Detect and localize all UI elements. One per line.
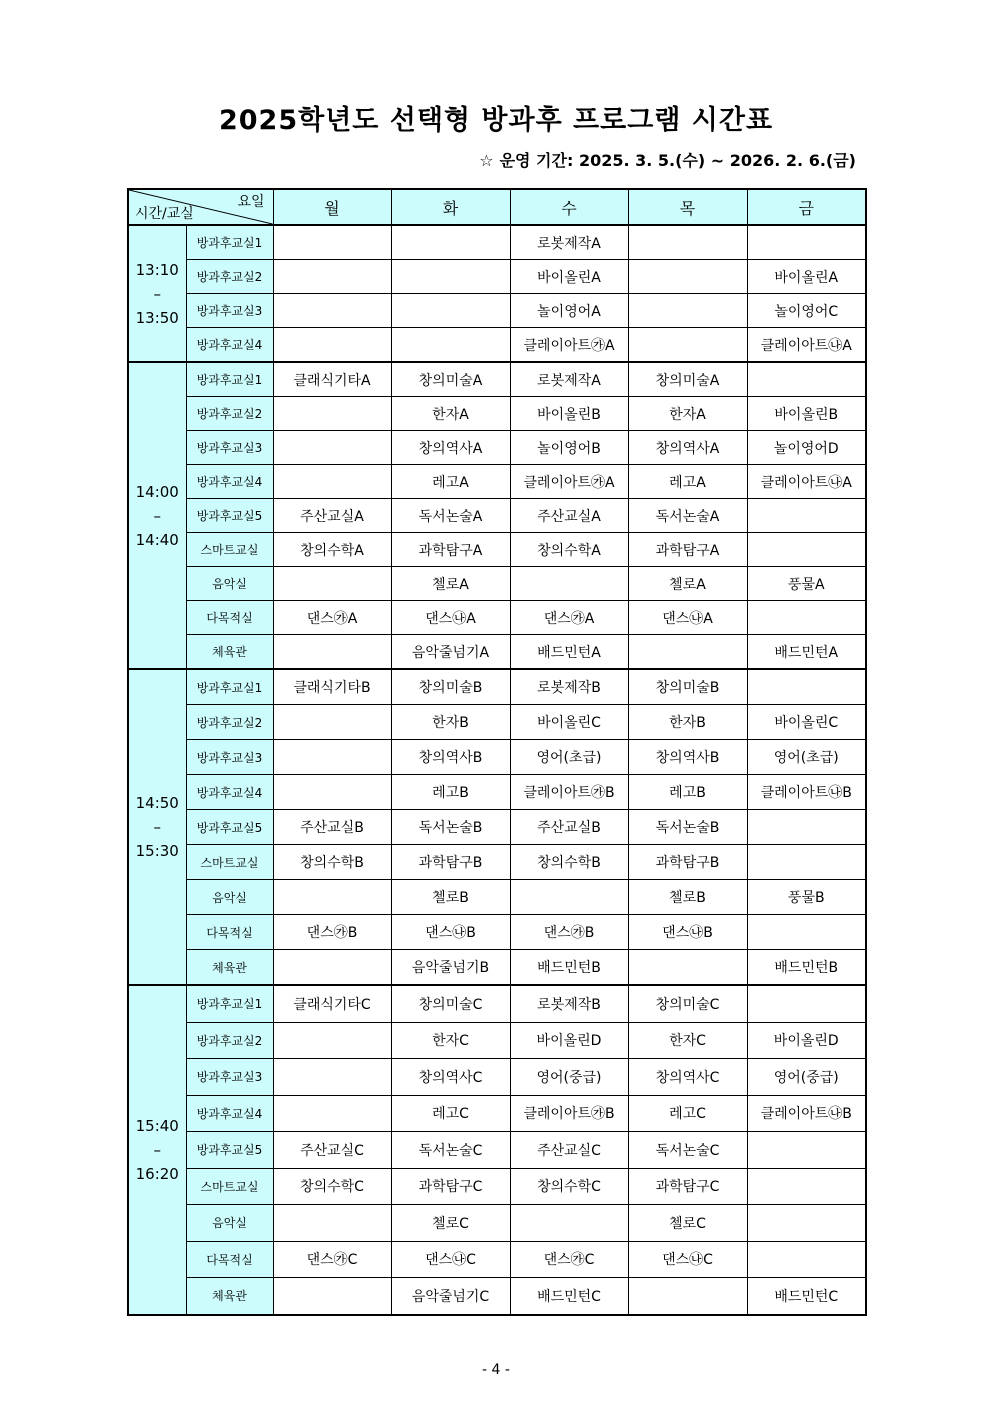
- program-cell: 로봇제작B: [510, 985, 628, 1022]
- table-row: [128, 465, 866, 499]
- time-slot: [128, 985, 186, 1315]
- time-end: 13:50: [135, 308, 179, 327]
- program-cell: 한자A: [391, 397, 510, 431]
- table-row: [128, 915, 866, 950]
- program-cell: 첼로A: [391, 567, 510, 601]
- program-cell: 창의미술C: [391, 985, 510, 1022]
- table-row: [128, 705, 866, 740]
- time-dash: –: [153, 284, 161, 303]
- program-cell: 바이올린A: [510, 260, 628, 294]
- program-cell: [391, 225, 510, 260]
- room-name: 체육관: [186, 950, 273, 986]
- program-cell: 첼로B: [628, 880, 747, 915]
- program-cell: 놀이영어A: [510, 294, 628, 328]
- program-cell: 놀이영어C: [747, 294, 866, 328]
- program-cell: 창의수학C: [510, 1168, 628, 1205]
- table-row: [128, 601, 866, 635]
- program-cell: 댄스㉮B: [510, 915, 628, 950]
- table-row: [128, 1095, 866, 1132]
- table-row: [128, 775, 866, 810]
- program-cell: [747, 225, 866, 260]
- program-cell: 클래식기타A: [273, 362, 391, 397]
- table-row: [128, 1205, 866, 1242]
- program-cell: 배드민턴C: [510, 1278, 628, 1315]
- program-cell: 과학탐구B: [391, 845, 510, 880]
- program-cell: 풍물B: [747, 880, 866, 915]
- program-cell: [273, 294, 391, 328]
- room-name: 다목적실: [186, 601, 273, 635]
- table-row: [128, 533, 866, 567]
- program-cell: [628, 225, 747, 260]
- program-cell: 레고C: [628, 1095, 747, 1132]
- program-cell: 음악줄넘기A: [391, 635, 510, 670]
- program-cell: [273, 1022, 391, 1059]
- program-cell: [273, 260, 391, 294]
- program-cell: 과학탐구C: [391, 1168, 510, 1205]
- period-text: 운영 기간: 2025. 3. 5.(수) ~ 2026. 2. 6.(금): [499, 151, 856, 170]
- program-cell: 배드민턴A: [747, 635, 866, 670]
- program-cell: 영어(초급): [747, 740, 866, 775]
- program-cell: [273, 635, 391, 670]
- program-cell: [747, 985, 866, 1022]
- table-row: [128, 294, 866, 328]
- table-row: [128, 1241, 866, 1278]
- program-cell: 로봇제작A: [510, 362, 628, 397]
- program-cell: 클레이아트㉯B: [747, 775, 866, 810]
- program-cell: [628, 294, 747, 328]
- program-cell: [273, 950, 391, 986]
- program-cell: 바이올린D: [510, 1022, 628, 1059]
- room-name: 방과후교실2: [186, 397, 273, 431]
- program-cell: 클레이아트㉯A: [747, 328, 866, 363]
- program-cell: [391, 294, 510, 328]
- time-start: 15:40: [135, 1116, 179, 1135]
- program-cell: [273, 431, 391, 465]
- program-cell: 첼로C: [628, 1205, 747, 1242]
- day-header: 금: [747, 189, 866, 225]
- program-cell: 창의역사B: [391, 740, 510, 775]
- program-cell: 클레이아트㉮B: [510, 1095, 628, 1132]
- program-cell: 댄스㉮B: [273, 915, 391, 950]
- program-cell: 주산교실B: [510, 810, 628, 845]
- program-cell: [273, 465, 391, 499]
- table-row: [128, 1059, 866, 1096]
- time-dash: –: [153, 818, 161, 836]
- program-cell: 창의역사B: [628, 740, 747, 775]
- program-cell: [273, 705, 391, 740]
- program-cell: 창의수학C: [273, 1168, 391, 1205]
- time-dash: –: [153, 506, 161, 525]
- program-cell: 창의미술A: [628, 362, 747, 397]
- table-row: [128, 362, 866, 397]
- program-cell: [747, 601, 866, 635]
- program-cell: [391, 260, 510, 294]
- program-cell: 영어(중급): [510, 1059, 628, 1096]
- program-cell: [510, 567, 628, 601]
- room-name: 방과후교실5: [186, 499, 273, 533]
- program-cell: 댄스㉯B: [628, 915, 747, 950]
- room-name: 음악실: [186, 567, 273, 601]
- program-cell: 창의역사A: [628, 431, 747, 465]
- table-row: [128, 635, 866, 670]
- time-start: 13:10: [135, 260, 179, 279]
- time-end: 16:20: [135, 1164, 179, 1183]
- program-cell: [628, 328, 747, 363]
- program-cell: [273, 880, 391, 915]
- program-cell: [747, 845, 866, 880]
- corner-header: [128, 189, 273, 225]
- program-cell: 댄스㉮C: [273, 1241, 391, 1278]
- table-row: [128, 810, 866, 845]
- program-cell: 댄스㉯A: [628, 601, 747, 635]
- program-cell: 주산교실C: [510, 1132, 628, 1169]
- room-name: 방과후교실3: [186, 740, 273, 775]
- room-name: 방과후교실4: [186, 1095, 273, 1132]
- program-cell: [628, 950, 747, 986]
- program-cell: 주산교실B: [273, 810, 391, 845]
- program-cell: 댄스㉮A: [273, 601, 391, 635]
- program-cell: 댄스㉯C: [391, 1241, 510, 1278]
- program-cell: 창의역사A: [391, 431, 510, 465]
- table-row: [128, 225, 866, 260]
- program-cell: 창의역사C: [628, 1059, 747, 1096]
- program-cell: 레고B: [391, 775, 510, 810]
- program-cell: 바이올린C: [510, 705, 628, 740]
- room-name: 스마트교실: [186, 1168, 273, 1205]
- room-name: 방과후교실1: [186, 362, 273, 397]
- room-name: 체육관: [186, 635, 273, 670]
- program-cell: 영어(중급): [747, 1059, 866, 1096]
- program-cell: 배드민턴A: [510, 635, 628, 670]
- room-name: 방과후교실3: [186, 294, 273, 328]
- program-cell: [273, 328, 391, 363]
- day-header: 수: [510, 189, 628, 225]
- program-cell: 클레이아트㉮B: [510, 775, 628, 810]
- table-row: [128, 845, 866, 880]
- program-cell: 레고C: [391, 1095, 510, 1132]
- program-cell: 독서논술A: [628, 499, 747, 533]
- program-cell: [273, 740, 391, 775]
- header-row: [128, 189, 866, 225]
- program-cell: [747, 499, 866, 533]
- program-cell: [510, 1205, 628, 1242]
- program-cell: 과학탐구C: [628, 1168, 747, 1205]
- program-cell: 창의미술C: [628, 985, 747, 1022]
- program-cell: [273, 1205, 391, 1242]
- room-name: 방과후교실2: [186, 705, 273, 740]
- page-number: - 4 -: [482, 1362, 510, 1378]
- program-cell: [747, 669, 866, 705]
- program-cell: [273, 1095, 391, 1132]
- room-name: 다목적실: [186, 1241, 273, 1278]
- program-cell: [747, 1132, 866, 1169]
- day-header: 목: [628, 189, 747, 225]
- program-cell: 과학탐구A: [628, 533, 747, 567]
- time-slot: [128, 225, 186, 362]
- program-cell: 댄스㉯B: [391, 915, 510, 950]
- program-cell: 첼로C: [391, 1205, 510, 1242]
- room-name: 방과후교실5: [186, 810, 273, 845]
- program-cell: 바이올린A: [747, 260, 866, 294]
- table-row: [128, 950, 866, 986]
- table-row: [128, 669, 866, 705]
- table-row: [128, 260, 866, 294]
- program-cell: 음악줄넘기C: [391, 1278, 510, 1315]
- program-cell: 클레이아트㉯A: [747, 465, 866, 499]
- program-cell: 로봇제작B: [510, 669, 628, 705]
- program-cell: 한자B: [628, 705, 747, 740]
- program-cell: 한자C: [391, 1022, 510, 1059]
- program-cell: 댄스㉯C: [628, 1241, 747, 1278]
- program-cell: 클레이아트㉮A: [510, 465, 628, 499]
- table-row: [128, 1132, 866, 1169]
- room-name: 방과후교실3: [186, 1059, 273, 1096]
- program-cell: 창의수학B: [510, 845, 628, 880]
- program-cell: 창의역사C: [391, 1059, 510, 1096]
- program-cell: 클래식기타C: [273, 985, 391, 1022]
- table-row: [128, 431, 866, 465]
- table-row: [128, 499, 866, 533]
- room-name: 체육관: [186, 1278, 273, 1315]
- program-cell: 한자B: [391, 705, 510, 740]
- program-cell: 놀이영어D: [747, 431, 866, 465]
- program-cell: [273, 775, 391, 810]
- program-cell: 창의수학A: [273, 533, 391, 567]
- program-cell: 창의수학B: [273, 845, 391, 880]
- time-dash: –: [153, 1140, 161, 1159]
- program-cell: 독서논술B: [628, 810, 747, 845]
- room-name: 다목적실: [186, 915, 273, 950]
- program-cell: [747, 915, 866, 950]
- room-name: 방과후교실4: [186, 775, 273, 810]
- room-name: 음악실: [186, 1205, 273, 1242]
- program-cell: [747, 362, 866, 397]
- program-cell: 첼로B: [391, 880, 510, 915]
- program-cell: 창의미술B: [391, 669, 510, 705]
- room-name: 방과후교실1: [186, 225, 273, 260]
- program-cell: 바이올린B: [510, 397, 628, 431]
- table-row: [128, 567, 866, 601]
- program-cell: 클래식기타B: [273, 669, 391, 705]
- room-name: 방과후교실5: [186, 1132, 273, 1169]
- room-name: 방과후교실1: [186, 985, 273, 1022]
- program-cell: 음악줄넘기B: [391, 950, 510, 986]
- program-cell: 창의수학A: [510, 533, 628, 567]
- program-cell: [273, 567, 391, 601]
- program-cell: 로봇제작A: [510, 225, 628, 260]
- program-cell: [273, 397, 391, 431]
- room-name: 방과후교실2: [186, 1022, 273, 1059]
- program-cell: 클레이아트㉮A: [510, 328, 628, 363]
- program-cell: [273, 225, 391, 260]
- star-icon: ☆: [479, 151, 494, 170]
- program-cell: 한자C: [628, 1022, 747, 1059]
- time-end: 15:30: [135, 842, 179, 860]
- room-name: 스마트교실: [186, 845, 273, 880]
- program-cell: 창의미술A: [391, 362, 510, 397]
- program-cell: 댄스㉯A: [391, 601, 510, 635]
- program-cell: [510, 880, 628, 915]
- program-cell: 독서논술C: [391, 1132, 510, 1169]
- table-row: [128, 1278, 866, 1315]
- time-slot: [128, 669, 186, 985]
- program-cell: [628, 260, 747, 294]
- program-cell: 창의미술B: [628, 669, 747, 705]
- table-row: [128, 740, 866, 775]
- timetable: [127, 188, 867, 1316]
- program-cell: 바이올린D: [747, 1022, 866, 1059]
- program-cell: 댄스㉮A: [510, 601, 628, 635]
- program-cell: [747, 533, 866, 567]
- day-header: 화: [391, 189, 510, 225]
- day-header: 월: [273, 189, 391, 225]
- program-cell: 클레이아트㉯B: [747, 1095, 866, 1132]
- program-cell: 배드민턴C: [747, 1278, 866, 1315]
- room-name: 방과후교실1: [186, 669, 273, 705]
- program-cell: 바이올린C: [747, 705, 866, 740]
- program-cell: [273, 1059, 391, 1096]
- program-cell: 배드민턴B: [510, 950, 628, 986]
- corner-day-label: 요일: [237, 194, 265, 210]
- program-cell: 첼로A: [628, 567, 747, 601]
- table-row: [128, 1168, 866, 1205]
- table-row: [128, 880, 866, 915]
- program-cell: [747, 1168, 866, 1205]
- program-cell: 영어(초급): [510, 740, 628, 775]
- time-start: 14:50: [135, 794, 179, 812]
- table-row: [128, 1022, 866, 1059]
- room-name: 방과후교실4: [186, 465, 273, 499]
- program-cell: [747, 1241, 866, 1278]
- program-cell: 독서논술B: [391, 810, 510, 845]
- program-cell: 레고A: [628, 465, 747, 499]
- time-end: 14:40: [135, 530, 179, 549]
- room-name: 스마트교실: [186, 533, 273, 567]
- program-cell: [391, 328, 510, 363]
- room-name: 방과후교실2: [186, 260, 273, 294]
- operation-period: [479, 148, 856, 171]
- page-title: 2025학년도 선택형 방과후 프로그램 시간표: [218, 105, 774, 136]
- program-cell: 과학탐구A: [391, 533, 510, 567]
- program-cell: [747, 810, 866, 845]
- program-cell: 댄스㉮C: [510, 1241, 628, 1278]
- program-cell: 한자A: [628, 397, 747, 431]
- program-cell: 주산교실A: [273, 499, 391, 533]
- program-cell: [747, 1205, 866, 1242]
- table-row: [128, 397, 866, 431]
- program-cell: 풍물A: [747, 567, 866, 601]
- program-cell: 레고A: [391, 465, 510, 499]
- table-row: [128, 985, 866, 1022]
- program-cell: [628, 635, 747, 670]
- room-name: 방과후교실3: [186, 431, 273, 465]
- program-cell: 놀이영어B: [510, 431, 628, 465]
- program-cell: 주산교실C: [273, 1132, 391, 1169]
- program-cell: 독서논술C: [628, 1132, 747, 1169]
- program-cell: 독서논술A: [391, 499, 510, 533]
- room-name: 방과후교실4: [186, 328, 273, 363]
- program-cell: [273, 1278, 391, 1315]
- program-cell: 과학탐구B: [628, 845, 747, 880]
- program-cell: 배드민턴B: [747, 950, 866, 986]
- corner-time-label: 시간/교실: [135, 206, 194, 222]
- time-slot: [128, 362, 186, 669]
- program-cell: 주산교실A: [510, 499, 628, 533]
- room-name: 음악실: [186, 880, 273, 915]
- table-row: [128, 328, 866, 363]
- program-cell: 레고B: [628, 775, 747, 810]
- time-start: 14:00: [135, 482, 179, 501]
- program-cell: [628, 1278, 747, 1315]
- program-cell: 바이올린B: [747, 397, 866, 431]
